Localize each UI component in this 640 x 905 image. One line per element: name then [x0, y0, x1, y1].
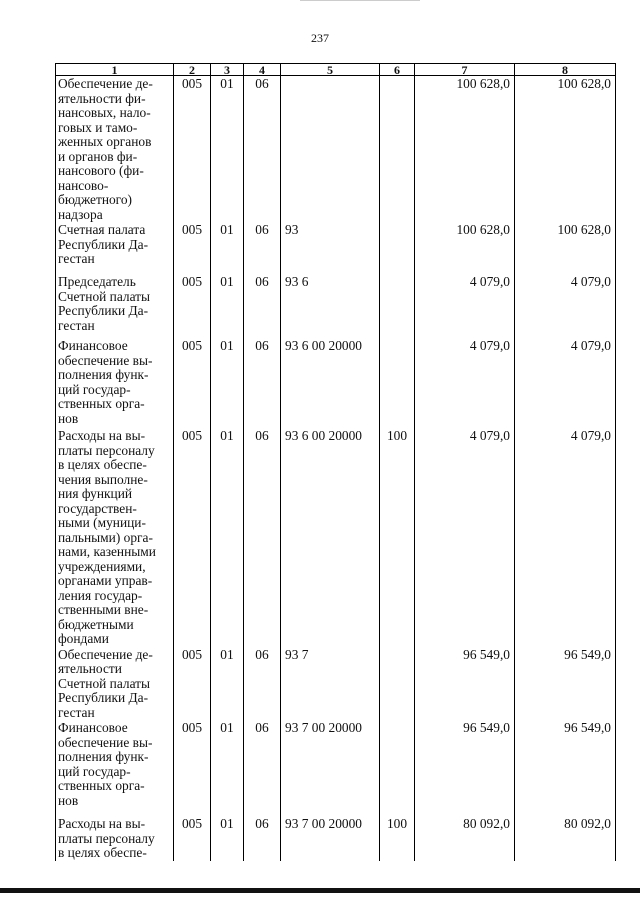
row-amount-8: 100 628,0 [515, 76, 616, 223]
col-header-5: 5 [281, 64, 380, 76]
table-row [56, 647, 616, 721]
col-header-6: 6 [380, 64, 415, 76]
row-target-code: 93 6 00 20000 [281, 338, 380, 428]
row-expense-type: 100 [380, 816, 415, 861]
row-name: Председатель Счетной палаты Республики Да- гестан [56, 274, 174, 338]
row-code-3: 01 [211, 222, 244, 274]
row-amount-8: 4 079,0 [515, 338, 616, 428]
row-name: Обеспечение де- ятельности фи- нансовых, нало- говых и тамо- женных органов и органов фи- нансового (фи- нансово- бюджетного) надзора [56, 76, 174, 223]
row-code-3: 01 [211, 720, 244, 816]
row-code-2: 005 [174, 647, 211, 721]
row-target-code: 93 7 00 20000 [281, 720, 380, 816]
row-code-3: 01 [211, 647, 244, 721]
row-name: Счетная палата Республики Да- гестан [56, 222, 174, 274]
row-amount-7: 96 549,0 [415, 647, 515, 721]
row-amount-8: 96 549,0 [515, 647, 616, 721]
row-amount-8: 96 549,0 [515, 720, 616, 816]
col-header-7: 7 [415, 64, 515, 76]
row-code-4: 06 [244, 428, 281, 647]
table-row [56, 274, 616, 338]
row-target-code: 93 6 [281, 274, 380, 338]
row-code-4: 06 [244, 647, 281, 721]
row-expense-type [380, 274, 415, 338]
table-row [56, 816, 616, 861]
row-target-code: 93 7 00 20000 [281, 816, 380, 861]
row-name: Финансовое обеспечение вы- полнения функ- ций государ- ственных орга- нов [56, 720, 174, 816]
row-name: Обеспечение де- ятельности Счетной палаты Республики Да- гестан [56, 647, 174, 721]
row-amount-8: 80 092,0 [515, 816, 616, 861]
table-header [56, 64, 616, 76]
row-amount-8: 4 079,0 [515, 274, 616, 338]
row-code-2: 005 [174, 720, 211, 816]
table-row [56, 222, 616, 274]
row-expense-type: 100 [380, 428, 415, 647]
row-code-2: 005 [174, 816, 211, 861]
row-code-3: 01 [211, 428, 244, 647]
row-amount-8: 100 628,0 [515, 222, 616, 274]
col-header-8: 8 [515, 64, 616, 76]
row-expense-type [380, 647, 415, 721]
row-name: Расходы на вы- платы персоналу в целях обеспе- чения выполне- ния функций государствен- ными (муници- пальными) орга- нами, казенными учреждениями, органами управ- ления государ- ственными вне- бюджетными фондами [56, 428, 174, 647]
row-code-4: 06 [244, 816, 281, 861]
row-code-3: 01 [211, 338, 244, 428]
row-name: Финансовое обеспечение вы- полнения функ- ций государ- ственных орга- нов [56, 338, 174, 428]
row-amount-7: 4 079,0 [415, 338, 515, 428]
col-header-4: 4 [244, 64, 281, 76]
row-code-2: 005 [174, 338, 211, 428]
row-amount-7: 96 549,0 [415, 720, 515, 816]
scan-bottom-edge [0, 888, 640, 893]
row-expense-type [380, 76, 415, 223]
row-target-code: 93 [281, 222, 380, 274]
row-amount-7: 4 079,0 [415, 274, 515, 338]
row-amount-7: 100 628,0 [415, 222, 515, 274]
row-target-code [281, 76, 380, 223]
row-code-3: 01 [211, 274, 244, 338]
table-row [56, 720, 616, 816]
row-name: Расходы на вы- платы персоналу в целях обеспе- [56, 816, 174, 861]
table-row [56, 428, 616, 647]
col-header-2: 2 [174, 64, 211, 76]
row-code-3: 01 [211, 816, 244, 861]
row-target-code: 93 6 00 20000 [281, 428, 380, 647]
header-row [56, 64, 616, 76]
row-amount-8: 4 079,0 [515, 428, 616, 647]
row-target-code: 93 7 [281, 647, 380, 721]
row-code-3: 01 [211, 76, 244, 223]
row-expense-type [380, 338, 415, 428]
row-amount-7: 100 628,0 [415, 76, 515, 223]
row-code-2: 005 [174, 428, 211, 647]
table-row [56, 76, 616, 223]
table-row [56, 338, 616, 428]
row-code-2: 005 [174, 76, 211, 223]
row-code-4: 06 [244, 720, 281, 816]
row-code-4: 06 [244, 338, 281, 428]
row-amount-7: 4 079,0 [415, 428, 515, 647]
row-expense-type [380, 222, 415, 274]
col-header-3: 3 [211, 64, 244, 76]
row-code-4: 06 [244, 274, 281, 338]
budget-table [55, 63, 616, 861]
row-code-2: 005 [174, 222, 211, 274]
page-number: 237 [311, 31, 329, 45]
row-code-4: 06 [244, 76, 281, 223]
scan-edge-line [300, 0, 420, 1]
table-body [56, 76, 616, 861]
row-amount-7: 80 092,0 [415, 816, 515, 861]
row-code-2: 005 [174, 274, 211, 338]
row-code-4: 06 [244, 222, 281, 274]
row-expense-type [380, 720, 415, 816]
col-header-1: 1 [56, 64, 174, 76]
